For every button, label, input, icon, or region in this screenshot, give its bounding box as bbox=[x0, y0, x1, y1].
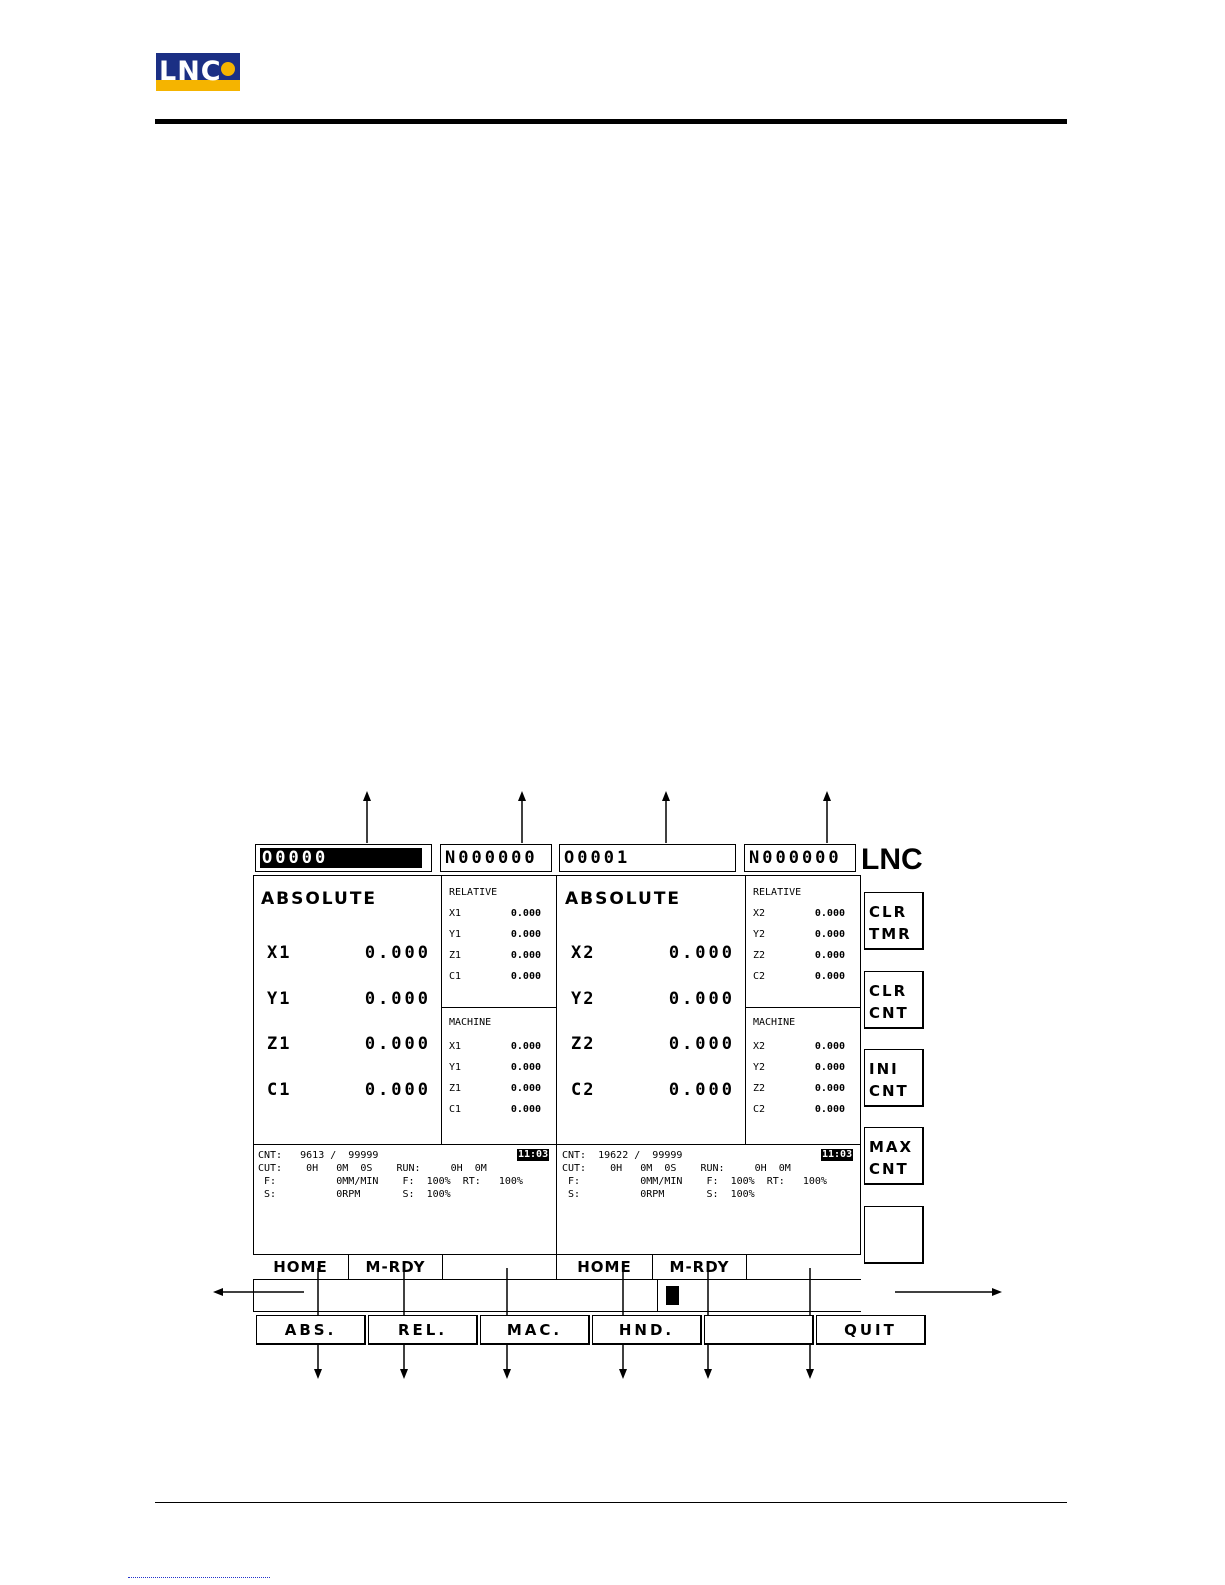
axis-value: 0.000 bbox=[668, 989, 735, 1009]
status-line: S: 0RPM S: 100% bbox=[562, 1189, 755, 1200]
status-line: CNT: 9613 / 99999 bbox=[258, 1150, 379, 1161]
mac-axis-label: Y2 bbox=[753, 1062, 766, 1073]
absolute-title: ABSOLUTE bbox=[565, 889, 682, 909]
clock: 11:03 bbox=[518, 1149, 549, 1160]
rel-axis-value: 0.000 bbox=[814, 929, 845, 940]
axis-label: C2 bbox=[571, 1080, 596, 1100]
axis-value: 0.000 bbox=[668, 943, 735, 963]
axis-label: X2 bbox=[571, 943, 596, 963]
path2-panel bbox=[557, 875, 861, 1255]
axis-label: Y2 bbox=[571, 989, 596, 1009]
clock: 11:03 bbox=[822, 1149, 853, 1160]
input-cursor bbox=[666, 1286, 679, 1305]
mac-axis-label: X1 bbox=[449, 1041, 462, 1052]
rel-axis-label: X1 bbox=[449, 908, 462, 919]
axis-label: Y1 bbox=[267, 989, 292, 1009]
mac-axis-value: 0.000 bbox=[510, 1062, 541, 1073]
rel-axis-label: C2 bbox=[753, 971, 766, 982]
rel-axis-value: 0.000 bbox=[510, 950, 541, 961]
blank-status-1 bbox=[443, 1255, 557, 1279]
clr-tmr-key[interactable]: CLR TMR bbox=[864, 892, 924, 950]
status-line: CNT: 19622 / 99999 bbox=[562, 1150, 683, 1161]
mac-axis-value: 0.000 bbox=[510, 1104, 541, 1115]
mac-axis-value: 0.000 bbox=[510, 1083, 541, 1094]
ini-cnt-key[interactable]: INI CNT bbox=[864, 1049, 924, 1107]
hnd-key[interactable]: HND. bbox=[592, 1315, 702, 1345]
axis-value: 0.000 bbox=[364, 943, 431, 963]
rel-axis-value: 0.000 bbox=[510, 929, 541, 940]
quit-key[interactable]: QUIT bbox=[816, 1315, 926, 1345]
machine-title: MACHINE bbox=[753, 1017, 796, 1028]
mac-axis-value: 0.000 bbox=[814, 1083, 845, 1094]
mac-axis-value: 0.000 bbox=[814, 1062, 845, 1073]
home-status-1: HOME bbox=[253, 1255, 349, 1279]
sequence-number-1: N000000 bbox=[445, 848, 538, 868]
sequence-number-field-1[interactable] bbox=[440, 844, 552, 872]
status-bar bbox=[253, 1255, 861, 1280]
mrdy-status-2: M-RDY bbox=[653, 1255, 747, 1279]
rel-axis-label: Z1 bbox=[449, 950, 462, 961]
axis-label: X1 bbox=[267, 943, 292, 963]
rel-key[interactable]: REL. bbox=[368, 1315, 478, 1345]
status-line: CUT: 0H 0M 0S RUN: 0H 0M bbox=[562, 1163, 791, 1174]
relative-title: RELATIVE bbox=[449, 887, 498, 898]
blank-status-2 bbox=[747, 1255, 861, 1279]
status-line: F: 0MM/MIN F: 100% RT: 100% bbox=[258, 1176, 523, 1187]
rel-axis-label: Y1 bbox=[449, 929, 462, 940]
program-number-1: O0000 bbox=[260, 848, 422, 868]
rel-axis-value: 0.000 bbox=[510, 971, 541, 982]
clr-cnt-key[interactable]: CLR CNT bbox=[864, 971, 924, 1029]
program-number-field-1[interactable] bbox=[255, 844, 432, 872]
input-line[interactable] bbox=[253, 1280, 861, 1312]
logo-text: LNC bbox=[159, 56, 222, 87]
rel-axis-label: X2 bbox=[753, 908, 766, 919]
mac-axis-label: X2 bbox=[753, 1041, 766, 1052]
program-number-field-2[interactable] bbox=[559, 844, 736, 872]
axis-label: C1 bbox=[267, 1080, 292, 1100]
brand-label: LNC bbox=[861, 843, 923, 876]
rel-axis-value: 0.000 bbox=[814, 950, 845, 961]
rel-axis-value: 0.000 bbox=[510, 908, 541, 919]
mac-axis-label: Z2 bbox=[753, 1083, 766, 1094]
machine-title: MACHINE bbox=[449, 1017, 492, 1028]
relative-title: RELATIVE bbox=[753, 887, 802, 898]
mrdy-status-1: M-RDY bbox=[349, 1255, 443, 1279]
program-number-2: O0001 bbox=[564, 848, 631, 868]
axis-value: 0.000 bbox=[668, 1034, 735, 1054]
mac-axis-value: 0.000 bbox=[814, 1041, 845, 1052]
axis-value: 0.000 bbox=[364, 1080, 431, 1100]
rel-axis-value: 0.000 bbox=[814, 908, 845, 919]
footer-link-underline bbox=[128, 1577, 270, 1578]
max-cnt-key[interactable]: MAX CNT bbox=[864, 1127, 924, 1185]
footer-rule bbox=[155, 1502, 1067, 1503]
sequence-number-2: N000000 bbox=[749, 848, 842, 868]
status-line: F: 0MM/MIN F: 100% RT: 100% bbox=[562, 1176, 827, 1187]
status-line: S: 0RPM S: 100% bbox=[258, 1189, 451, 1200]
status-line: CUT: 0H 0M 0S RUN: 0H 0M bbox=[258, 1163, 487, 1174]
mac-axis-value: 0.000 bbox=[510, 1041, 541, 1052]
mac-axis-label: C1 bbox=[449, 1104, 462, 1115]
rel-axis-value: 0.000 bbox=[814, 971, 845, 982]
rel-axis-label: Y2 bbox=[753, 929, 766, 940]
path1-panel bbox=[253, 875, 557, 1255]
blank-soft-key[interactable] bbox=[704, 1315, 814, 1345]
mac-axis-label: Y1 bbox=[449, 1062, 462, 1073]
rel-axis-label: Z2 bbox=[753, 950, 766, 961]
mac-axis-value: 0.000 bbox=[814, 1104, 845, 1115]
mac-axis-label: C2 bbox=[753, 1104, 766, 1115]
axis-value: 0.000 bbox=[364, 1034, 431, 1054]
rel-axis-label: C1 bbox=[449, 971, 462, 982]
blank-side-key[interactable] bbox=[864, 1206, 924, 1264]
absolute-title: ABSOLUTE bbox=[261, 889, 378, 909]
axis-label: Z1 bbox=[267, 1034, 292, 1054]
mac-axis-label: Z1 bbox=[449, 1083, 462, 1094]
home-status-2: HOME bbox=[557, 1255, 653, 1279]
axis-value: 0.000 bbox=[364, 989, 431, 1009]
axis-value: 0.000 bbox=[668, 1080, 735, 1100]
abs-key[interactable]: ABS. bbox=[256, 1315, 366, 1345]
sequence-number-field-2[interactable] bbox=[744, 844, 856, 872]
axis-label: Z2 bbox=[571, 1034, 596, 1054]
mac-key[interactable]: MAC. bbox=[480, 1315, 590, 1345]
